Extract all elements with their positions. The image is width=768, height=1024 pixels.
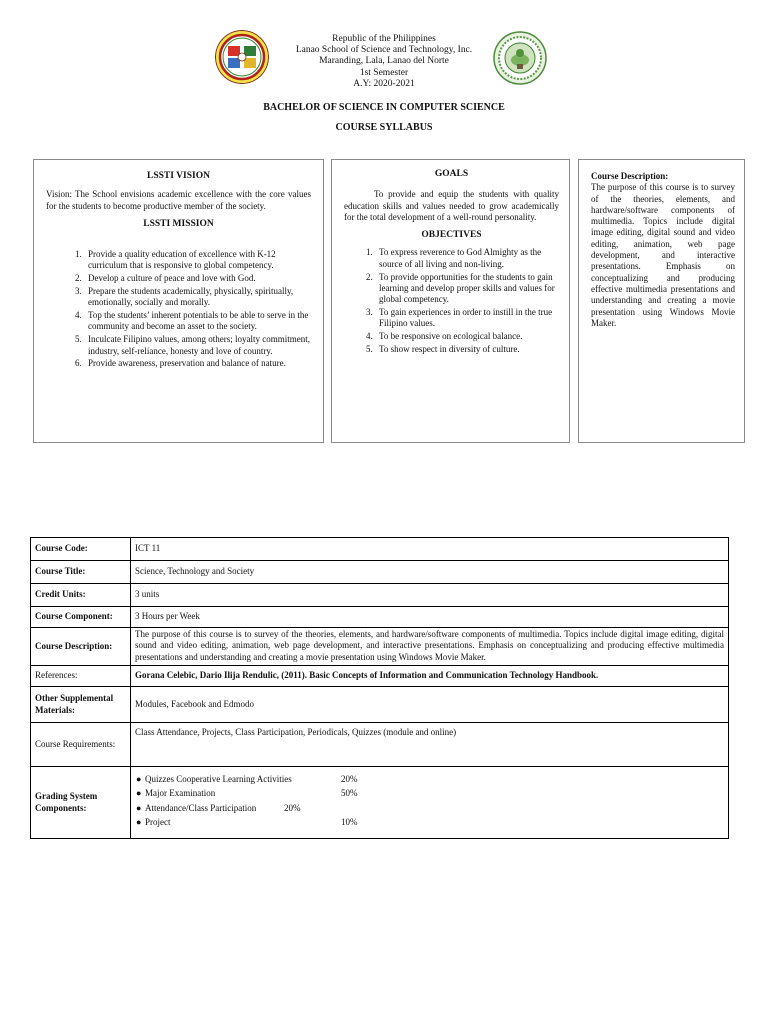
table-row <box>31 723 729 767</box>
credit-units-value: 3 units <box>131 584 729 607</box>
mission-item: 4. Top the students’ inherent potentials to be able to serve in the community and become an asset to the society. <box>84 310 311 333</box>
mission-item: 6. Provide awareness, preservation and balance of nature. <box>84 358 311 369</box>
header-semester: 1st Semester <box>359 67 409 78</box>
course-component-value: 3 Hours per Week <box>131 607 729 628</box>
grading-item <box>135 788 724 802</box>
grading-item-percent: 50% <box>341 788 358 799</box>
course-info-table <box>30 537 729 839</box>
grading-system-value <box>131 767 729 839</box>
table-row <box>31 687 729 723</box>
header-school-name: Lanao School of Science and Technology, Inc. <box>295 45 473 56</box>
bullet-icon: ● <box>136 788 142 799</box>
table-row <box>31 538 729 561</box>
course-description-value: The purpose of this course is to survey of the theories, elements, and hardware/software components of multimedia. Topics include digital image editing, digital sound and video editing, animation, web page development, and interactive presentations. Emphasis on conceptualizing and producing effective multimedia presentations and understanding and creating a movie presentation using Windows Movie Maker. <box>131 628 729 666</box>
header-country: Republic of the Philippines <box>332 34 436 44</box>
grading-system-label: Grading System Components: <box>31 767 131 839</box>
course-code-label: Course Code: <box>31 538 131 561</box>
grading-item <box>135 803 724 817</box>
grading-item <box>135 774 724 788</box>
course-code-value: ICT 11 <box>131 538 729 561</box>
objective-item: 5. To show respect in diversity of culture. <box>375 344 559 355</box>
mission-list <box>46 249 311 369</box>
grading-item-name: Quizzes Cooperative Learning Activities <box>145 774 292 785</box>
objective-item: 4. To be responsive on ecological balance. <box>375 331 559 342</box>
course-component-label: Course Component: <box>31 607 131 628</box>
objective-item: 3. To gain experiences in order to instill in the true Filipino values. <box>375 307 559 330</box>
mission-item: 5. Inculcate Filipino values, among others; loyalty commitment, industry, self-reliance, honesty and love of country. <box>84 334 311 357</box>
vision-text: Vision: The School envisions academic excellence with the core values for the students to become productive member of the society. <box>46 189 311 211</box>
table-row <box>31 561 729 584</box>
degree-title: BACHELOR OF SCIENCE IN COMPUTER SCIENCE <box>263 102 505 113</box>
references-label: References: <box>31 666 131 687</box>
header-address: Maranding, Lala, Lanao del Norte <box>319 56 449 67</box>
vision-mission-box <box>33 159 324 443</box>
table-row <box>31 584 729 607</box>
bullet-icon: ● <box>136 816 142 827</box>
mission-heading: LSSTI MISSION <box>143 218 214 229</box>
school-header <box>250 34 518 90</box>
objectives-list <box>344 247 559 355</box>
mission-item: 1. Provide a quality education of excellence with K-12 curriculum that is responsive to global competency. <box>84 249 311 272</box>
credit-units-label: Credit Units: <box>31 584 131 607</box>
course-title-label: Course Title: <box>31 561 131 584</box>
table-row <box>31 666 729 687</box>
grading-list <box>135 774 724 831</box>
supplemental-materials-label: Other Supplemental Materials: <box>31 687 131 723</box>
objective-item: 1. To express reverence to God Almighty as the source of all living and non-living. <box>375 247 559 270</box>
grading-item-percent: 10% <box>341 816 358 827</box>
table-row <box>31 607 729 628</box>
grading-item-percent: 20% <box>284 802 301 813</box>
course-description-box <box>578 159 745 443</box>
grading-item <box>135 817 724 831</box>
mission-item: 3. Prepare the students academically, physically, spiritually, emotionally, socially and morally. <box>84 286 311 309</box>
course-title-value: Science, Technology and Society <box>131 561 729 584</box>
goals-text: To provide and equip the students with quality education skills and values needed to grow academically for the total development of a well-round personality. <box>344 189 559 222</box>
vision-heading: LSSTI VISION <box>147 171 210 181</box>
goals-objectives-box <box>331 159 570 443</box>
bullet-icon: ● <box>136 774 142 785</box>
bullet-icon: ● <box>136 802 142 813</box>
goals-heading: GOALS <box>434 169 469 179</box>
mission-item: 2. Develop a culture of peace and love with God. <box>84 273 311 284</box>
table-row <box>31 767 729 839</box>
grading-item-percent: 20% <box>341 774 358 785</box>
course-description-label: Course Description: <box>31 628 131 666</box>
grading-item-name: Project <box>145 816 171 827</box>
objective-item: 2. To provide opportunities for the students to gain learning and develop proper skills and values for global competency. <box>375 272 559 306</box>
course-requirements-value: Class Attendance, Projects, Class Participation, Periodicals, Quizzes (module and online) <box>131 723 729 767</box>
side-description-heading: Course Description: <box>591 171 669 181</box>
references-value: Gorana Celebic, Dario Ilija Rendulic, (2011). Basic Concepts of Information and Communication Technology Handbook. <box>131 666 729 687</box>
course-requirements-label: Course Requirements: <box>31 723 131 767</box>
supplemental-materials-value: Modules, Facebook and Edmodo <box>131 687 729 723</box>
side-description-text: The purpose of this course is to survey of the theories, elements, and hardware/software components of multimedia. Topics include digital image editing, digital sound and video editing, animation, web page development, and interactive presentations. Emphasis on conceptualizing and producing effective multimedia presentations and understanding and creating a movie presentation using Windows Movie Maker. <box>591 182 735 328</box>
grading-item-name: Attendance/Class Participation <box>145 802 257 813</box>
table-row <box>31 628 729 666</box>
header-academic-year: A.Y: 2020-2021 <box>353 78 415 89</box>
syllabus-title: COURSE SYLLABUS <box>335 122 433 133</box>
grading-item-name: Major Examination <box>145 788 216 799</box>
objectives-heading: OBJECTIVES <box>421 230 482 241</box>
